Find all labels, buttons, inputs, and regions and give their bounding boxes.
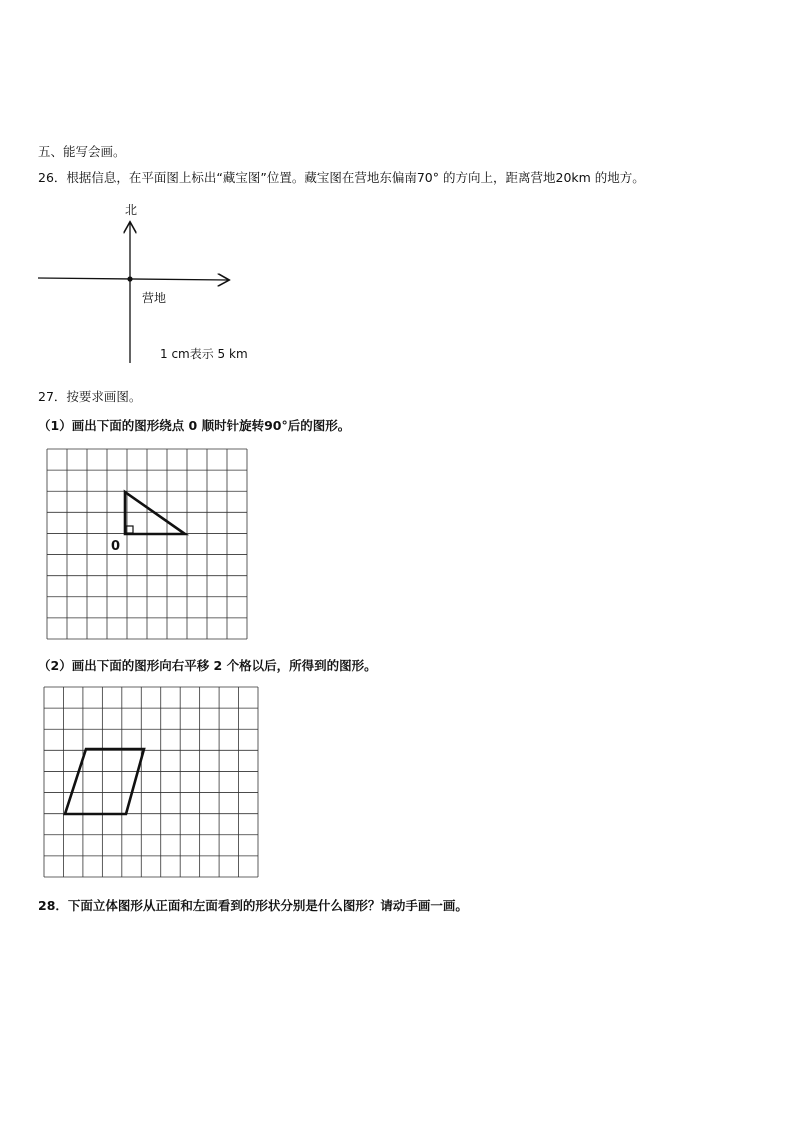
- east-axis: [38, 278, 228, 280]
- camp-label: 营地: [142, 291, 167, 305]
- question-28-text: 28．下面立体图形从正面和左面看到的形状分别是什么图形？请动手画一画。: [38, 898, 468, 913]
- grid-1: [47, 449, 247, 639]
- question-27-part2: （2）画出下面的图形向右平移 2 个格以后，所得到的图形。: [38, 658, 377, 673]
- triangle-shape: [125, 492, 185, 534]
- question-27-part1: （1）画出下面的图形绕点 0 顺时针旋转90°后的图形。: [38, 418, 351, 433]
- camp-point: [127, 276, 132, 281]
- question-27-text: 27．按要求画图。: [38, 389, 142, 404]
- point-o-label: 0: [111, 539, 121, 554]
- grid-2: [44, 687, 258, 877]
- section-heading: 五、能写会画。: [38, 144, 126, 159]
- question-26-text: 26．根据信息，在平面图上标出“藏宝图”位置。藏宝图在营地东偏南70° 的方向上，距离营地20km 的地方。: [38, 170, 645, 185]
- parallelogram-shape: [65, 749, 144, 814]
- scale-text: 1 cm表示 5 km: [160, 347, 248, 361]
- compass-diagram: [36, 198, 266, 368]
- north-label: 北: [125, 203, 138, 217]
